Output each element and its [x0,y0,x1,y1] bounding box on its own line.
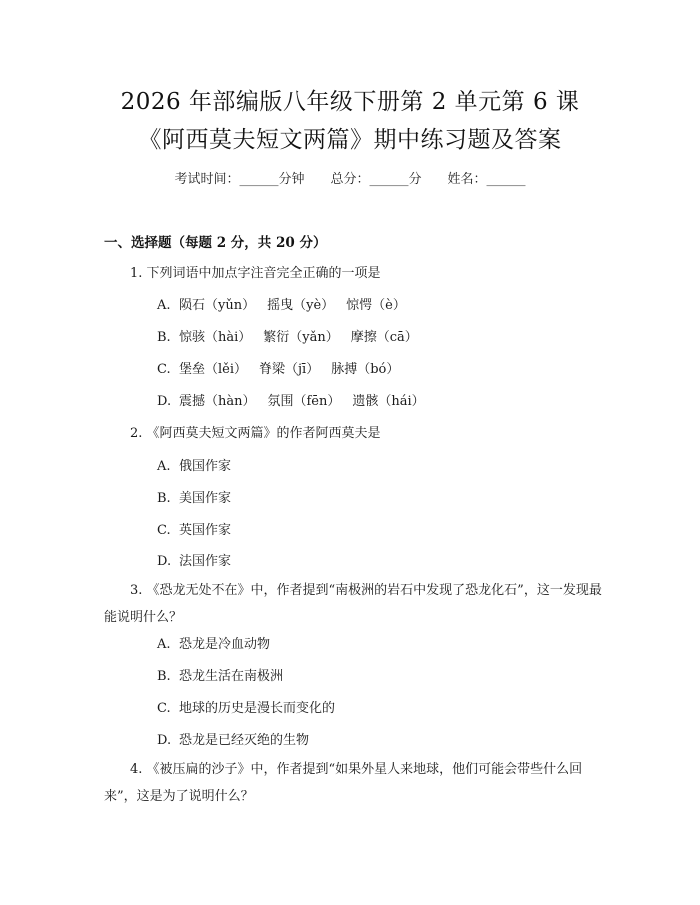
option-word: 氛围（fēn） [267,394,341,409]
question-1-option-c [157,358,411,377]
question-1-option-b [157,326,430,345]
question-3-stem: 3. 《恐龙无处不在》中，作者提到“南极洲的岩石中发现了恐龙化石”，这一发现最能说明什么？ [104,583,602,625]
exam-meta-line [0,168,700,187]
option-word: 惊愕（è） [346,298,406,313]
option-word: 惊骇（hài） [179,330,252,345]
question-3-option-d [157,729,309,748]
option-text: 法国作家 [179,554,232,569]
option-text: 恐龙是已经灭绝的生物 [179,733,310,748]
question-2-option-c [157,519,231,538]
option-letter: C. [157,523,171,538]
option-text: 俄国作家 [179,459,232,474]
page-title-line2: 《阿西莫夫短文两篇》期中练习题及答案 [138,127,562,153]
option-letter: D. [157,394,172,409]
option-letter: A. [157,459,171,474]
option-letter: D. [157,733,172,748]
question-2-stem: 2. 《阿西莫夫短文两篇》的作者阿西莫夫是 [130,426,381,441]
option-letter: C. [157,701,171,716]
option-letter: A. [157,298,171,313]
total-score-field: 总分：______分 [330,172,422,187]
option-word: 摩擦（cā） [350,330,418,345]
question-2-option-b [157,487,231,506]
section-heading: 一、选择题（每题 2 分，共 20 分） [104,235,327,251]
option-word: 堡垒（lěi） [179,362,248,377]
question-4-stem: 4. 《被压扁的沙子》中，作者提到“如果外星人来地球，他们可能会带些什么回来”，这是为了说明什么？ [104,762,583,804]
option-text: 恐龙生活在南极洲 [179,669,284,684]
question-1-stem: 1. 下列词语中加点字注音完全正确的一项是 [130,266,381,281]
option-word: 震撼（hàn） [179,394,256,409]
option-letter: B. [157,491,171,506]
question-1-option-d [157,390,437,409]
exam-time-field: 考试时间：______分钟 [174,172,305,187]
question-1-option-a [157,294,418,313]
option-text: 英国作家 [179,523,232,538]
option-letter: B. [157,330,171,345]
page-title-line1: 2026 年部编版八年级下册第 2 单元第 6 课 [120,89,580,115]
option-text: 地球的历史是漫长而变化的 [179,701,336,716]
option-word: 脊梁（jī） [259,362,320,377]
question-2-option-a [157,455,231,474]
option-word: 脉搏（bó） [331,362,400,377]
option-text: 恐龙是冷血动物 [179,637,271,652]
option-letter: B. [157,669,171,684]
option-letter: D. [157,554,172,569]
option-word: 摇曳（yè） [267,298,335,313]
question-3-option-a [157,633,270,652]
question-2-option-d [157,550,231,569]
option-word: 陨石（yǔn） [179,298,256,313]
option-word: 遗骸（hái） [352,394,425,409]
option-text: 美国作家 [179,491,232,506]
option-word: 繁衍（yǎn） [263,330,339,345]
option-letter: C. [157,362,171,377]
name-field: 姓名：______ [447,172,526,187]
question-3-option-b [157,665,283,684]
option-letter: A. [157,637,171,652]
question-3-option-c [157,697,335,716]
